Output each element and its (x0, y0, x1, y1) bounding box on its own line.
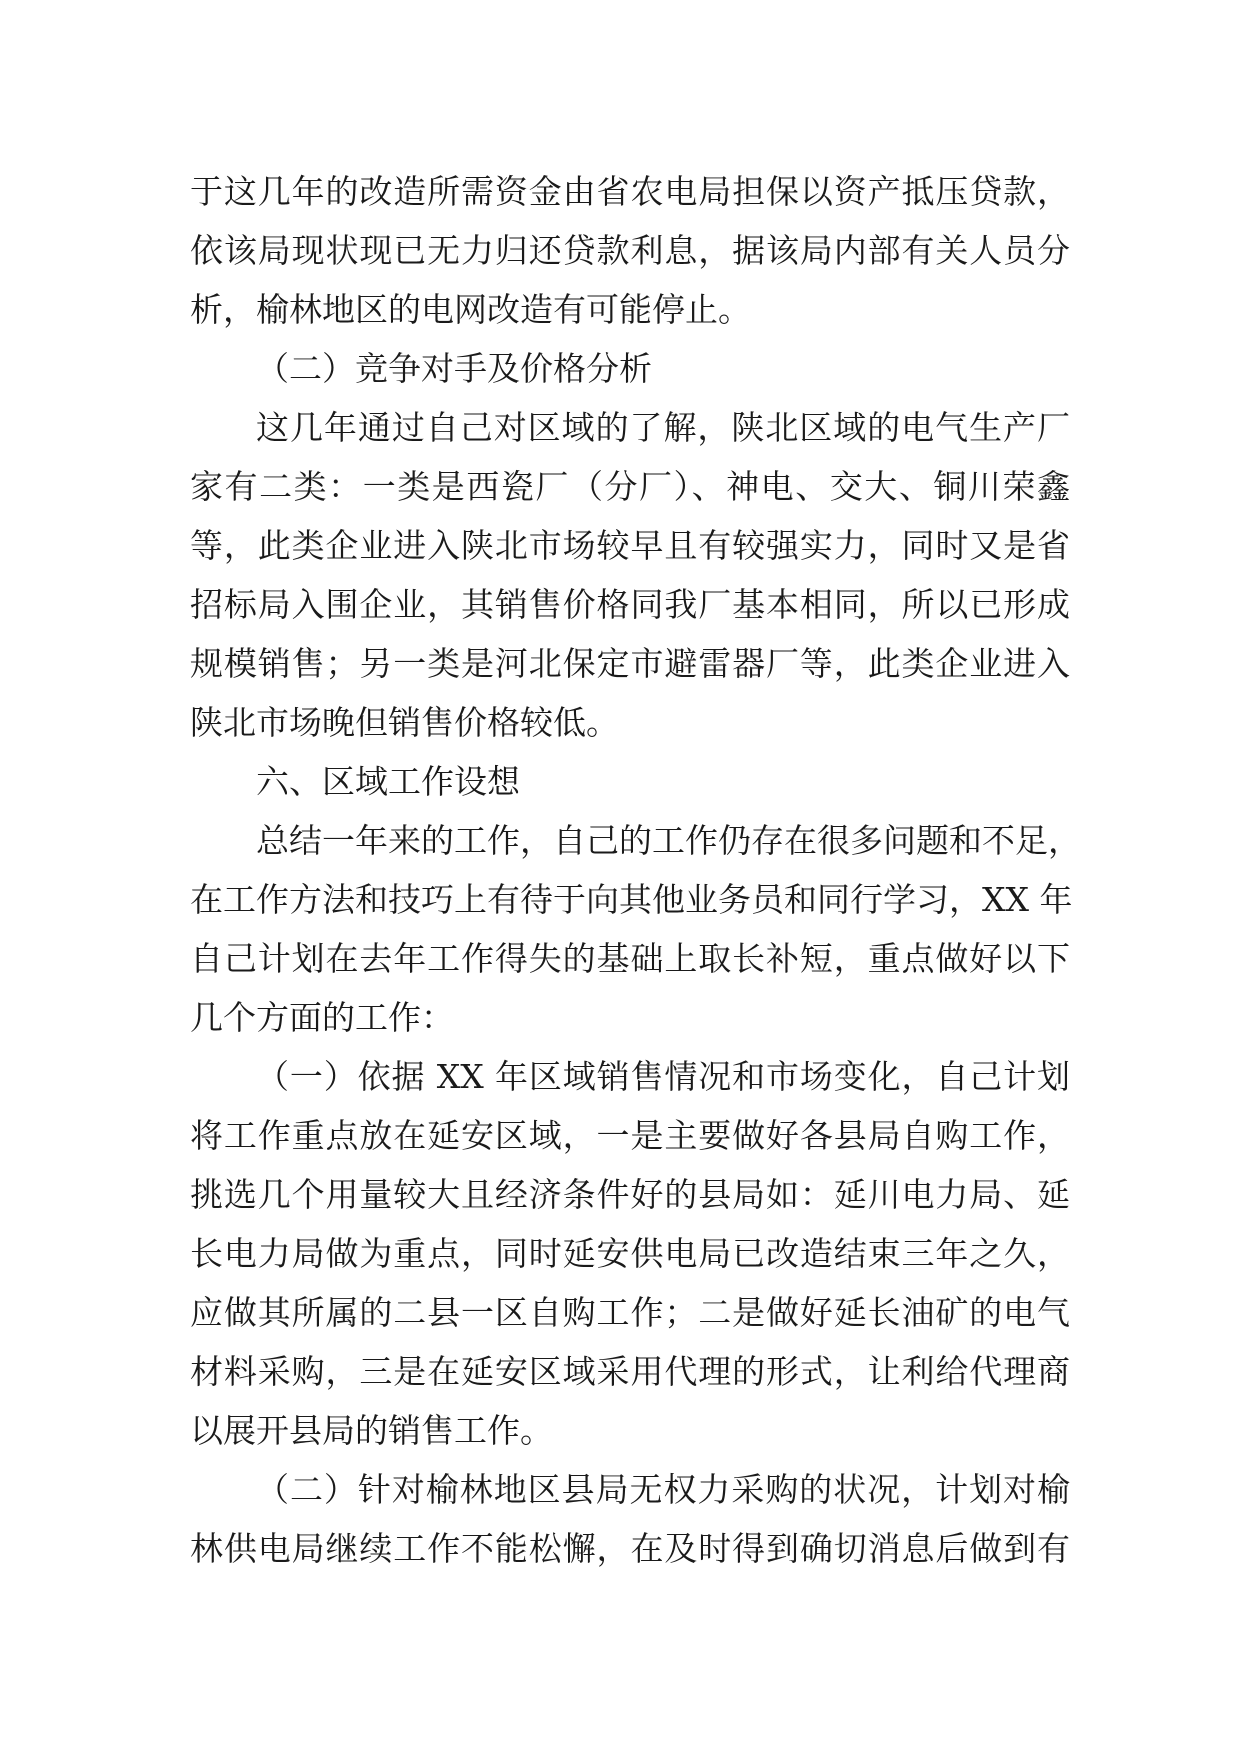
text-line: 林供电局继续工作不能松懈，在及时得到确切消息后做到有 (190, 1529, 1070, 1568)
text-line: 长电力局做为重点，同时延安供电局已改造结束三年之久， (190, 1234, 1070, 1273)
text-line: 陕北市场晚但销售价格较低。 (190, 703, 619, 742)
text-line: 于这几年的改造所需资金由省农电局担保以资产抵压贷款， (190, 172, 1070, 211)
text-line: 招标局入围企业，其销售价格同我厂基本相同，所以已形成 (190, 585, 1070, 624)
text-line: 以展开县局的销售工作。 (190, 1411, 553, 1450)
text-line: 将工作重点放在延安区域，一是主要做好各县局自购工作， (190, 1116, 1070, 1155)
text-line: 析，榆林地区的电网改造有可能停止。 (190, 290, 751, 329)
text-line: （一）依据 XX 年区域销售情况和市场变化，自己计划 (256, 1057, 1070, 1096)
text-line: 规模销售；另一类是河北保定市避雷器厂等，此类企业进入 (190, 644, 1070, 683)
text-line: 应做其所属的二县一区自购工作；二是做好延长油矿的电气 (190, 1293, 1070, 1332)
text-line: 几个方面的工作： (190, 998, 454, 1037)
text-line: 这几年通过自己对区域的了解，陕北区域的电气生产厂 (256, 408, 1070, 447)
text-line: 依该局现状现已无力归还贷款利息，据该局内部有关人员分 (190, 231, 1070, 270)
document-body (190, 162, 1081, 1578)
text-line: 材料采购，三是在延安区域采用代理的形式，让利给代理商 (190, 1352, 1070, 1391)
text-line: 挑选几个用量较大且经济条件好的县局如：延川电力局、延 (190, 1175, 1070, 1214)
text-line: 自己计划在去年工作得失的基础上取长补短，重点做好以下 (190, 939, 1070, 978)
text-line: 家有二类：一类是西瓷厂（分厂）、神电、交大、铜川荣鑫 (190, 467, 1070, 506)
text-line: 六、区域工作设想 (256, 762, 520, 801)
text-line: 在工作方法和技巧上有待于向其他业务员和同行学习，XX 年 (190, 880, 1073, 919)
text-line: （二）竞争对手及价格分析 (256, 349, 652, 388)
text-line: 总结一年来的工作，自己的工作仍存在很多问题和不足， (256, 821, 1081, 860)
text-line: （二）针对榆林地区县局无权力采购的状况，计划对榆 (256, 1470, 1070, 1509)
text-line: 等，此类企业进入陕北市场较早且有较强实力，同时又是省 (190, 526, 1070, 565)
